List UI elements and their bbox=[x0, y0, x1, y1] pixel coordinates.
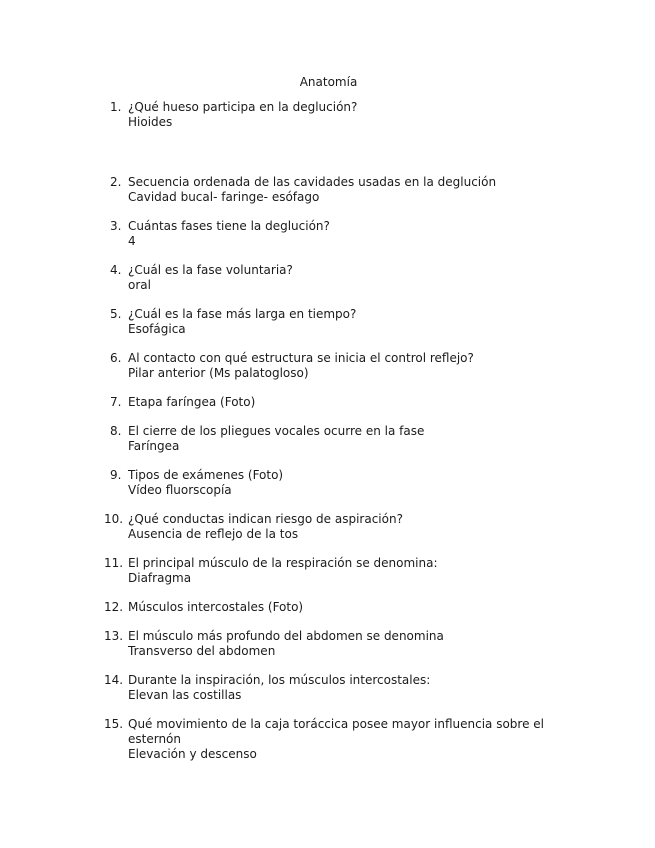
list-item bbox=[80, 307, 577, 337]
question-line: Músculos intercostales (Foto) bbox=[128, 600, 304, 614]
answer-line: Elevan las costillas bbox=[128, 688, 242, 702]
list-item bbox=[80, 600, 577, 615]
question-line: El principal músculo de la respiración se denomina: bbox=[128, 556, 438, 570]
answer-line: 4 bbox=[128, 234, 136, 248]
item-number: 7. bbox=[110, 395, 122, 409]
answer-line: Pilar anterior (Ms palatogloso) bbox=[128, 366, 309, 380]
answer-line: Elevación y descenso bbox=[128, 747, 257, 761]
question-line: ¿Qué hueso participa en la deglución? bbox=[128, 100, 358, 114]
question-line: ¿Qué conductas indican riesgo de aspiración? bbox=[128, 512, 403, 526]
question-line: Tipos de exámenes (Foto) bbox=[128, 468, 284, 482]
item-number: 1. bbox=[110, 100, 122, 114]
item-number: 13. bbox=[104, 629, 124, 643]
list-item bbox=[80, 556, 577, 586]
item-number: 15. bbox=[104, 717, 124, 731]
list-item bbox=[80, 219, 577, 249]
list-item bbox=[80, 717, 577, 762]
item-number: 11. bbox=[104, 556, 124, 570]
page-title: Anatomía bbox=[299, 75, 358, 89]
question-line: Al contacto con qué estructura se inicia el control reflejo? bbox=[128, 351, 474, 365]
answer-line: Ausencia de reflejo de la tos bbox=[128, 527, 299, 541]
list-item bbox=[80, 351, 577, 381]
answer-line: Cavidad bucal- faringe- esófago bbox=[128, 190, 320, 204]
item-number: 5. bbox=[110, 307, 122, 321]
list-item bbox=[80, 468, 577, 498]
item-number: 8. bbox=[110, 424, 122, 438]
list-item bbox=[80, 629, 577, 659]
answer-line: Esofágica bbox=[128, 322, 186, 336]
question-line: ¿Cuál es la fase más larga en tiempo? bbox=[128, 307, 357, 321]
item-number: 4. bbox=[110, 263, 122, 277]
list-item bbox=[80, 175, 577, 205]
item-number: 2. bbox=[110, 175, 122, 189]
question-line: ¿Cuál es la fase voluntaria? bbox=[128, 263, 293, 277]
question-line: El músculo más profundo del abdomen se denomina bbox=[128, 629, 444, 643]
answer-line: Transverso del abdomen bbox=[128, 644, 276, 658]
question-line: Cuántas fases tiene la deglución? bbox=[128, 219, 330, 233]
item-number: 9. bbox=[110, 468, 122, 482]
list-item bbox=[80, 395, 577, 410]
answer-line: Vídeo fluorscopía bbox=[128, 483, 232, 497]
question-line: esternón bbox=[128, 732, 181, 746]
item-number: 3. bbox=[110, 219, 122, 233]
list-item bbox=[80, 100, 577, 130]
list-item bbox=[80, 424, 577, 454]
answer-line: oral bbox=[128, 278, 151, 292]
question-line: Etapa faríngea (Foto) bbox=[128, 395, 256, 409]
item-number: 14. bbox=[104, 673, 124, 687]
item-number: 10. bbox=[104, 512, 124, 526]
list-item bbox=[80, 263, 577, 293]
answer-line: Hioides bbox=[128, 115, 173, 129]
question-line: El cierre de los pliegues vocales ocurre en la fase bbox=[128, 424, 425, 438]
question-line: Qué movimiento de la caja toráccica posee mayor influencia sobre el bbox=[128, 717, 544, 731]
question-line: Durante la inspiración, los músculos intercostales: bbox=[128, 673, 431, 687]
list-item bbox=[80, 673, 577, 703]
item-number: 12. bbox=[104, 600, 124, 614]
answer-line: Diafragma bbox=[128, 571, 192, 585]
list-item bbox=[80, 512, 577, 542]
question-line: Secuencia ordenada de las cavidades usadas en la deglución bbox=[128, 175, 497, 189]
item-number: 6. bbox=[110, 351, 122, 365]
answer-line: Faríngea bbox=[128, 439, 180, 453]
